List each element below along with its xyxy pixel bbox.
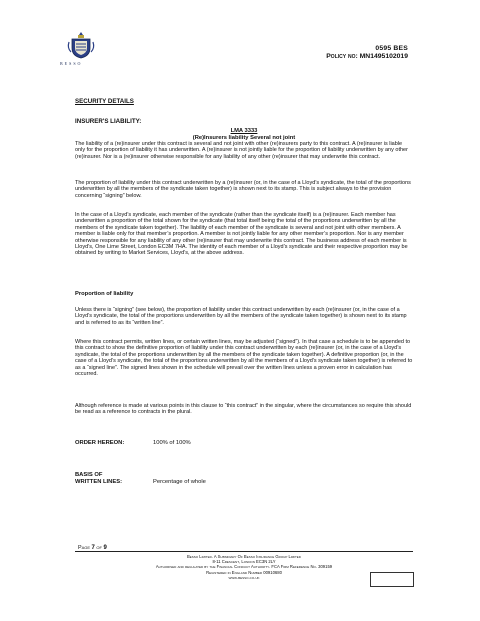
paragraph: The proportion of liability under this contract underwritten by a (re)insurer (or, in the case of a Lloyd’s syndicate, the total of the proportions underwritten by all the members of the syndicate taken together) is shown next to its stamp. This is subject always to the provision concerning “signing” below. [75, 180, 411, 199]
besso-crest-icon [66, 30, 96, 60]
basis-label: BASIS OF WRITTEN LINES: [75, 472, 123, 485]
section-title: SECURITY DETAILS [75, 98, 134, 105]
page-content [75, 98, 413, 485]
policy-reference [326, 45, 408, 62]
stamp-box [370, 572, 414, 587]
paragraph: Although reference is made at various points in this clause to “this contract” in the singular, where the circumstances so require this should be read as a reference to contracts in the plural. [75, 403, 412, 416]
logo-wordmark: BESSO [60, 61, 83, 66]
paragraph: Unless there is “signing” (see below), the proportion of liability under this contract underwritten by each (re)insurer (or, in the case of a Lloyd’s syndicate, the total of the proportions underwritten by all the members of the syndicate taken together) is shown next to its stamp and is referred to as its “written line”. [75, 307, 407, 326]
company-footer: Besso Limited. A Subsidiary Of Besso Insurance Group Limited 8-11 Crescent, London EC3N 2LY Authorised and regulated by the Financial Conduct Authority. FCA Firm Reference No. 309159 Registered in England Number 00910680 www.besso.co.uk [155, 554, 333, 580]
order-value: 100% of 100% [153, 440, 191, 446]
basis-value: Percentage of whole [153, 479, 206, 485]
lma-code: LMA 3333 [230, 128, 258, 134]
footer-divider [75, 551, 413, 552]
insurer-liability-title: INSURER'S LIABILITY: [75, 118, 142, 125]
policy-number: MN1495102019 [359, 53, 408, 61]
policy-label: Policy no: [326, 53, 358, 61]
paragraph: In the case of a Lloyd’s syndicate, each member of the syndicate (rather than the syndicate itself) is a (re)insurer. Each member has underwritten a proportion of the total shown for the syndicate (that total itself being the total of the proportions underwritten by all the members of the syndicate taken together). The liability of each member of the syndicate is several and not joint with other members. A member is liable only for that member’s proportion. A member is not jointly liable for any other member’s proportion. Nor is any member otherwise responsible for any liability of any other (re)insurer that may underwrite this contract. The business address of each member is Lloyd’s, One Lime Street, London EC3M 7HA. The identity of each member of a Lloyd’s syndicate and their respective proportion may be obtained by writing to Market Services, Lloyd’s, at the above address. [75, 212, 408, 257]
paragraph: The liability of a (re)insurer under this contract is several and not joint with other (re)insurers party to this contract. A (re)insurer is liable only for the proportion of liability it has underwritten. A (re)insurer is not jointly liable for the proportion of liability underwritten by any other (re)insurer. Nor is a (re)insurer otherwise responsible for any liability of any other (re)insurer that may underwrite this contract. [75, 141, 408, 160]
proportion-heading: Proportion of liability [75, 291, 134, 297]
lma-subtitle: (Re)Insurers liability Several not joint [192, 135, 296, 141]
paragraph: Where this contract permits, written lines, or certain written lines, may be adjusted (“signed”). In that case a schedule is to be appended to this contract to show the definitive proportion of liability under this contract underwritten by each (re)insurer (or, in the case of a Lloyd’s syndicate, the total of the proportions underwritten by all the members of the syndicate taken together). A definitive proportion (or, in the case of a Lloyd’s syndicate, the total of the proportions underwritten by all the members of a Lloyd’s syndicate taken together) is referred to as a “signed line”. The signed lines shown in the schedule will prevail over the written lines unless a proven error in calculation has occurred. [75, 339, 413, 378]
document-code: 0595 BES [375, 45, 408, 52]
clause-heading [75, 128, 413, 142]
page-number: Page 7 of 9 [78, 545, 107, 551]
order-label: ORDER HEREON: [75, 440, 125, 446]
